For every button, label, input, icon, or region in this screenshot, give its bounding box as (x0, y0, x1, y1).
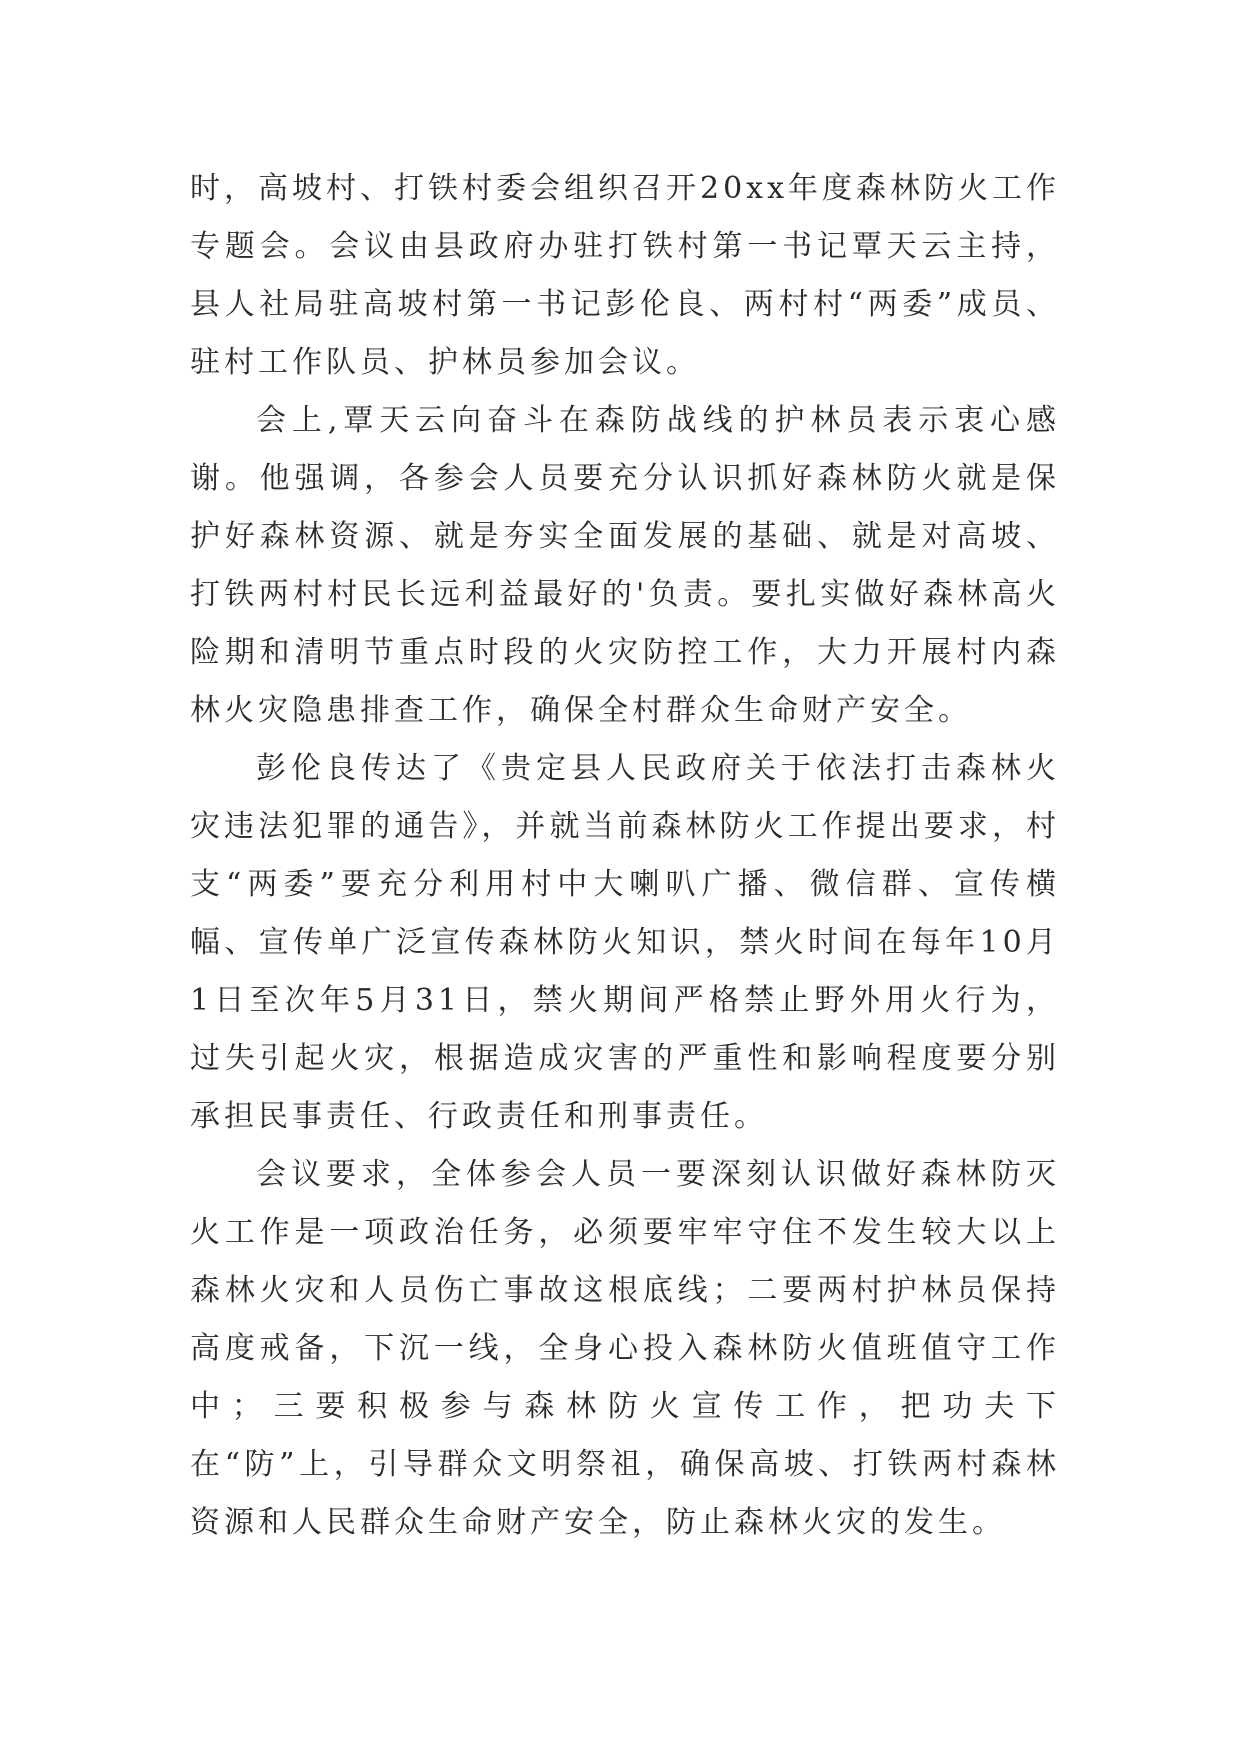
paragraph-2: 会上,覃天云向奋斗在森防战线的护林员表示衷心感谢。他强调，各参会人员要充分认识抓好森林防火就是保护好森林资源、就是夯实全面发展的基础、就是对高坡、打铁两村村民长远利益最好的'负责。要扎实做好森林高火险期和清明节重点时段的火灾防控工作，大力开展村内森林火灾隐患排查工作，确保全村群众生命财产安全。 (190, 403, 1060, 728)
paragraph-3: 彭伦良传达了《贵定县人民政府关于依法打击森林火灾违法犯罪的通告》，并就当前森林防火工作提出要求，村支“两委”要充分利用村中大喇叭广播、微信群、宣传横幅、宣传单广泛宣传森林防火知识，禁火时间在每年10月1日至次年5月31日，禁火期间严格禁止野外用火行为，过失引起火灾，根据造成灾害的严重性和影响程度要分别承担民事责任、行政责任和刑事责任。 (190, 751, 1060, 1134)
paragraph-4: 会议要求，全体参会人员一要深刻认识做好森林防灭火工作是一项政治任务，必须要牢牢守住不发生较大以上森林火灾和人员伤亡事故这根底线；二要两村护林员保持高度戒备，下沉一线，全身心投入森林防火值班值守工作中；三要积极参与森林防火宣传工作，把功夫下在“防”上，引导群众文明祭祖，确保高坡、打铁两村森林资源和人民群众生命财产安全，防止森林火灾的发生。 (190, 1157, 1060, 1540)
paragraph-1: 时，高坡村、打铁村委会组织召开20xx年度森林防火工作专题会。会议由县政府办驻打铁村第一书记覃天云主持，县人社局驻高坡村第一书记彭伦良、两村村“两委”成员、驻村工作队员、护林员参加会议。 (190, 171, 1061, 380)
document-body (190, 160, 1060, 1552)
